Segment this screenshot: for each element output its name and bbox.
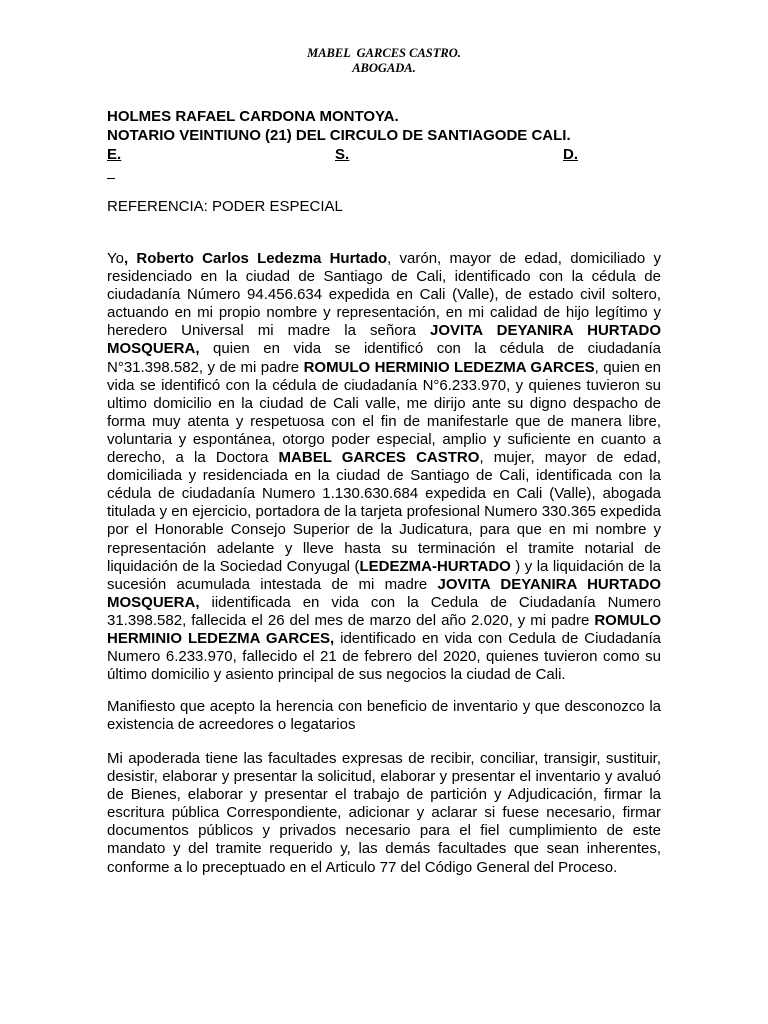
recipient-name: HOLMES RAFAEL CARDONA MONTOYA. [107, 108, 399, 125]
salutation-esd [107, 145, 578, 164]
paragraph-power-of-attorney [107, 250, 661, 684]
paragraph-inheritance-acceptance: Manifiesto que acepto la herencia con beneficio de inventario y que desconozco la existencia de acreedores o legatarios [107, 698, 661, 734]
letterhead [0, 46, 768, 76]
father-name: ROMULO HERMINIO LEDEZMA GARCES, [107, 611, 661, 647]
conjugal-society-name: LEDEZMA-HURTADO [359, 557, 511, 575]
text-run: quien en vida se identificó con la cédula de ciudadanía N°31.398.582, y de mi padre [107, 340, 661, 376]
letterhead-title: ABOGADA. [352, 61, 416, 75]
text-run: ) y la liquidación de la sucesión acumulada intestada de mi madre [107, 557, 661, 593]
text-run: iidentificada en vida con la Cedula de Ciudadanía Numero 31.398.582, fallecida el 26 del mes de marzo del año 2.020, y mi padre [107, 593, 661, 629]
letterhead-name: MABEL GARCES CASTRO. [307, 46, 461, 60]
text-run: Yo [107, 250, 124, 267]
esd-d: D. [563, 146, 578, 163]
esd-e: E. [107, 146, 122, 163]
text-run: identificado en vida con Cedula de Ciudadanía Numero 6.233.970, fallecido el 21 de febrero del 2020, quienes tuvieron como su último domicilio y asiento principal de sus negocios la ciudad de Cali. [107, 629, 661, 684]
esd-s: S. [335, 146, 350, 163]
mother-name: JOVITA DEYANIRA HURTADO MOSQUERA, [107, 322, 661, 358]
grantor-name: , Roberto Carlos Ledezma Hurtado [123, 250, 388, 267]
recipient-block [107, 107, 577, 164]
underline-mark [107, 166, 115, 179]
mother-name: JOVITA DEYANIRA HURTADO MOSQUERA, [107, 575, 661, 611]
recipient-office: NOTARIO VEINTIUNO (21) DEL CIRCULO DE SANTIAGODE CALI. [107, 127, 571, 144]
text-run: , varón, mayor de edad, domiciliado y residenciado en la ciudad de Santiago de Cali, identificado con la cédula de ciudadanía Número 94.456.634 expedida en Cali (Valle), de estado civil soltero, actuando en mi propio nombre y representación, en mi calidad de hijo legítimo y heredero Universal mi madre la señora [107, 250, 661, 340]
paragraph-attorney-powers: Mi apoderada tiene las facultades expresas de recibir, conciliar, transigir, sustituir, desistir, elaborar y presentar la solicitud, elaborar y presentar el inventario y avaluó de Bienes, elaborar y presentar el trabajo de partición y Adjudicación, firmar la escritura pública Correspondiente, adicionar y aclarar si fuese necesario, firmar documentos públicos y privados necesario para el fiel cumplimiento de este mandato y del tramite requerido y, las demás facultades que sean inherentes, conforme a lo preceptuado en el Articulo 77 del Código General del Proceso. [107, 750, 661, 876]
text-run: , mujer, mayor de edad, domiciliada y residenciada en la ciudad de Santiago de Cali, identificada con la cédula de ciudadanía Numero 1.130.630.684 expedida en Cali (Valle), abogada titulada y en ejercicio, portadora de la tarjeta profesional Numero 330.365 expedida por el Honorable Consejo Superior de la Judicatura, para que en mi nombre y representación adelante y lleve hasta su terminación el tramite notarial de liquidación de la Sociedad Conyugal ( [107, 449, 661, 575]
text-run: , quien en vida se identificó con la cédula de ciudadanía N°6.233.970, y quienes tuvieron su ultimo domicilio en la ciudad de Cali valle, me dirijo ante su digno despacho de forma muy atenta y respetuosa con el fin de manifestarle que de manera libre, voluntaria y espontánea, otorgo poder especial, amplio y suficiente en cuanto a derecho, a la Doctora [107, 358, 662, 467]
reference-line: REFERENCIA: PODER ESPECIAL [107, 198, 343, 215]
attorney-name: MABEL GARCES CASTRO [278, 449, 480, 467]
father-name: ROMULO HERMINIO LEDEZMA GARCES [303, 358, 595, 376]
